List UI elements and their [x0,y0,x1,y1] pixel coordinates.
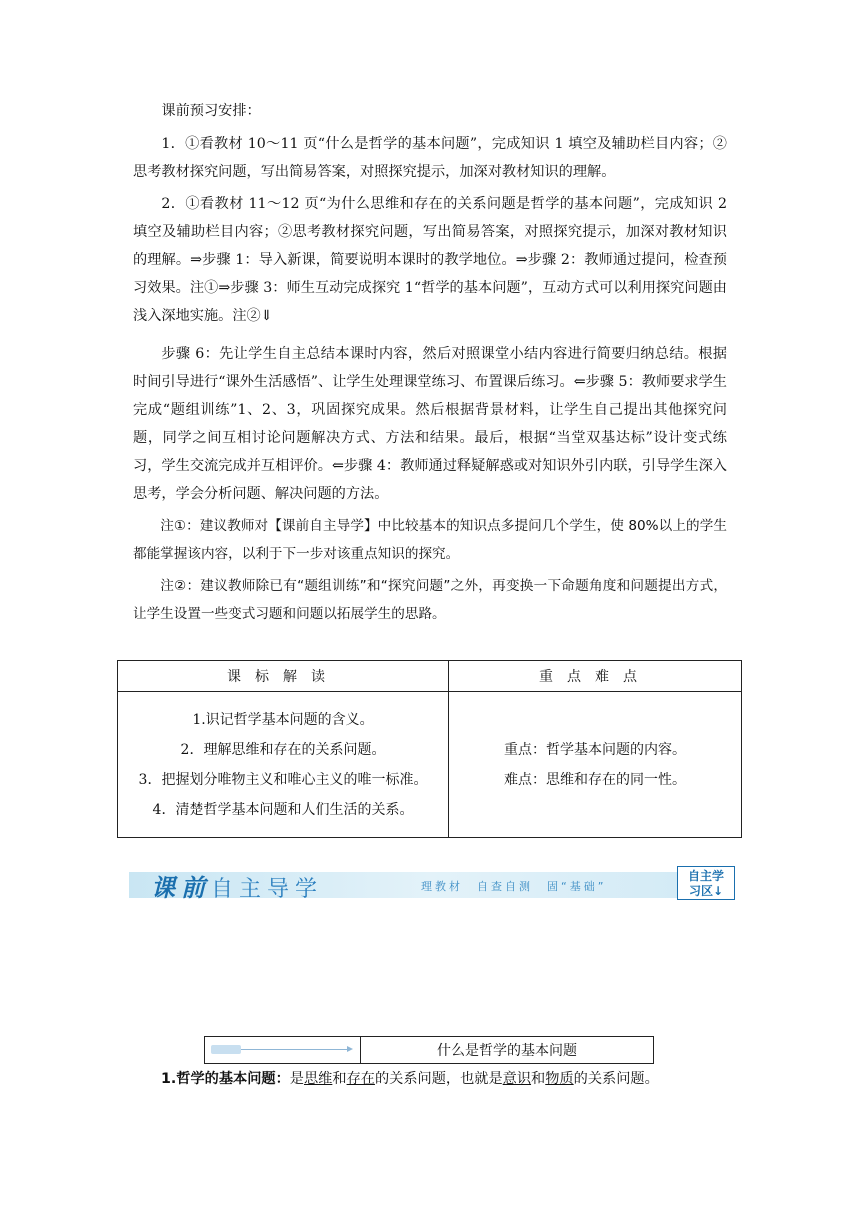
banner-title [151,868,323,903]
table-header-key-points: 重点难点 [449,661,742,692]
knowledge-title: 什么是哲学的基本问题 [437,1043,577,1059]
list-item: 4．清楚哲学基本问题和人们生活的关系。 [152,801,414,818]
text-span: 和 [531,1071,546,1087]
list-item: 2．理解思维和存在的关系问题。 [180,741,386,758]
list-item: 难点：思维和存在的同一性。 [504,771,686,788]
blank-answer: 意识 [502,1071,532,1087]
section-banner [129,866,739,902]
list-item: 重点：哲学基本问题的内容。 [504,741,686,758]
blank-answer: 思维 [303,1071,333,1087]
badge-line-1: 自主学 [687,869,724,883]
knowledge-tag-icon [211,1045,241,1054]
banner-title-rest: 自主导学 [211,877,324,902]
curriculum-list [118,692,449,838]
knowledge-tag-area [205,1037,361,1063]
badge-line-2: 习区↓ [688,884,724,898]
note-2: 注②：建议教师除已有“题组训练”和“探究问题”之外，再变换一下命题角度和问题提出方式，让学生设置一些变式习题和问题以拓展学生的思路。 [133,578,727,622]
knowledge-line-1 [161,1068,659,1090]
key-points-list [449,692,742,838]
arrow-head-icon [347,1046,353,1052]
banner-title-stylized: 课前 [151,874,211,902]
knowledge-point-box [204,1036,654,1064]
text-span: 的关系问题，也就是 [374,1071,503,1087]
self-study-badge [677,866,735,900]
prep-item-1: 1．①看教材 10～11 页“什么是哲学的基本问题”，完成知识 1 填空及辅助栏目内容；②思考教材探究问题，写出简易答案，对照探究提示，加深对教材知识的理解。 [133,136,727,180]
step6-paragraph: 步骤 6：先让学生自主总结本课时内容，然后对照课堂小结内容进行简要归纳总结。根据时间引导进行“课外生活感悟”、让学生处理课堂练习、布置课后练习。⇐步骤 5：教师要求学生完成“题组训练”1、2、3，巩固探究成果。然后根据背景材料，让学生自己提出其他探究问题，同学之间互相讨论问题解决方式、方法和结果。最后，根据“当堂双基达标”设计变式练习，学生交流完成并互相评价。⇐步骤 4：教师通过释疑解惑或对知识外引内联，引导学生深入思考，学会分析问题、解决问题的方法。 [133,346,727,502]
blank-answer: 存在 [346,1071,375,1087]
list-item: 1.识记哲学基本问题的含义。 [192,711,374,728]
table-header-curriculum: 课标解读 [118,661,449,692]
text-span: 的关系问题。 [573,1071,659,1087]
knowledge-label: 1.哲学的基本问题： [161,1071,290,1087]
prep-item-2: 2．①看教材 11～12 页“为什么思维和存在的关系问题是哲学的基本问题”，完成知识 2 填空及辅助栏目内容；②思考教材探究问题，写出简易答案，对照探究提示，加深对教材知识的理解。⇒步骤 1：导入新课，简要说明本课时的教学地位。⇒步骤 2：教师通过提问，检查预习效果。注①⇒步骤 3：师生互动完成探究 1“哲学的基本问题”，互动方式可以利用探究问题由浅入深地实施。注②⇓ [133,196,727,324]
text-span: 是 [289,1071,304,1087]
prep-heading: 课前预习安排： [161,103,261,119]
blank-answer: 物质 [545,1071,574,1087]
list-item: 3．把握划分唯物主义和唯心主义的唯一标准。 [138,771,428,788]
banner-subtitle: 理教材 自查自测 固“基础” [421,880,607,893]
note-1: 注①：建议教师对【课前自主导学】中比较基本的知识点多提问几个学生，使 80%以上的学生都能掌握该内容，以利于下一步对该重点知识的探究。 [133,518,727,562]
text-span: 和 [332,1071,347,1087]
curriculum-table [117,660,742,838]
arrow-line-icon [241,1049,351,1050]
